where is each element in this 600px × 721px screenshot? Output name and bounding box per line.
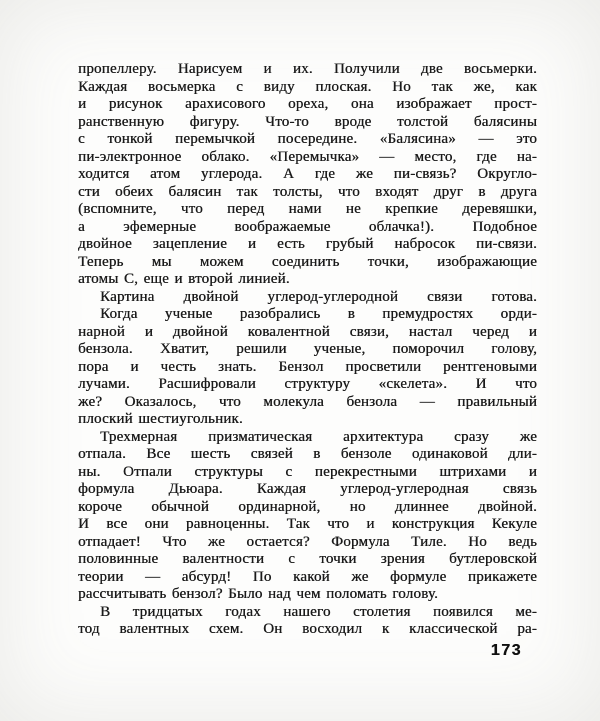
text-line: Каждая восьмерка с виду плоская. Но так же, как xyxy=(78,78,537,95)
text-line: ны. Отпали структуры с перекрестными штрихами и xyxy=(78,463,537,480)
text-line: с тонкой перемычкой посередине. «Балясина» — это xyxy=(78,131,537,147)
text-line: же? Оказалось, что молекула бензола — правильный xyxy=(78,393,537,410)
text-line: бензола. Хватит, решили ученые, поморочил голову, xyxy=(78,341,537,357)
text-line: сти обеих балясин так толсты, что входят друг в друга xyxy=(78,183,537,200)
text-line: пора и честь знать. Бензол просветили рентгеновыми xyxy=(78,358,537,375)
text-line: нарной и двойной ковалентной связи, настал черед и xyxy=(78,323,537,340)
text-line: лучами. Расшифровали структуру «скелета». И что xyxy=(78,376,537,392)
text-line: Теперь мы можем соединить точки, изображающие xyxy=(78,253,537,270)
text-line: пропеллеру. Нарисуем и их. Получили две восьмерки. xyxy=(78,61,537,77)
text-line: пи-электронное облако. «Перемычка» — место, где на- xyxy=(78,148,537,165)
text-line: (вспомните, что перед нами не крепкие деревяшки, xyxy=(78,201,537,217)
text-line: половинные валентности с точки зрения бутлеровской xyxy=(78,551,537,567)
text-line: ранственную фигуру. Что-то вроде толстой балясины xyxy=(78,113,537,130)
text-line: Картина двойной углерод-углеродной связи готова. xyxy=(100,288,537,305)
text-line: отпала. Все шесть связей в бензоле одинаковой дли- xyxy=(78,446,537,462)
text-line: ходится атом углерода. А где же пи-связь? Округло- xyxy=(78,166,537,182)
text-line: короче обычной ординарной, но длиннее двойной. xyxy=(78,498,537,515)
text-line: тод валентных схем. Он восходил к классической ра- xyxy=(78,621,537,637)
text-line: Трехмерная призматическая архитектура сразу же xyxy=(100,428,537,445)
text-line: рассчитывать бензол? Было над чем поломать голову. xyxy=(78,586,438,602)
text-line: И все они равноценны. Так что и конструкция Кекуле xyxy=(78,516,537,532)
text-line: теории — абсурд! По какой же формуле прикажете xyxy=(78,568,537,585)
text-line: формула Дьюара. Каждая углерод-углеродная связь xyxy=(78,481,537,497)
page-number: 173 xyxy=(490,642,522,659)
text-line: Когда ученые разобрались в премудростях орди- xyxy=(100,306,537,322)
text-line: отпадает! Что же остается? Формула Тиле. Но ведь xyxy=(78,533,537,550)
text-line: плоский шестиугольник. xyxy=(78,411,243,427)
text-block xyxy=(78,61,537,639)
text-line: двойное зацепление и есть грубый набросок пи-связи. xyxy=(78,236,537,252)
text-line: атомы С, еще и второй линией. xyxy=(78,271,290,287)
text-line: и рисунок арахисового ореха, она изображает прост- xyxy=(78,96,537,112)
text-line: В тридцатых годах нашего столетия появился ме- xyxy=(100,603,537,620)
text-line: а эфемерные воображаемые облачка!). Подобное xyxy=(78,218,537,235)
